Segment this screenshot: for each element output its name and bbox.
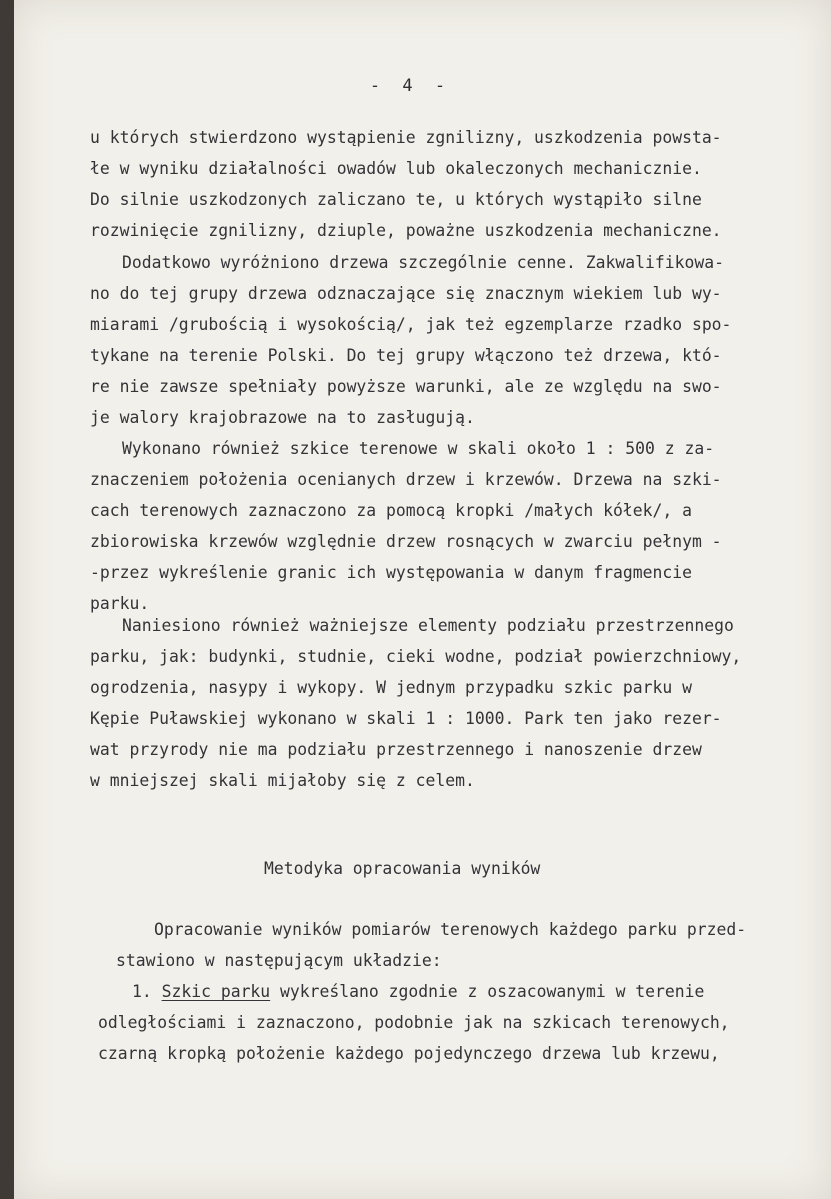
list-item-term: Szkic parku: [161, 982, 271, 1001]
text-line: Opracowanie wyników pomiarów terenowych każdego parku przed-: [154, 920, 747, 939]
text-line: u których stwierdzono wystąpienie zgnilizny, uszkodzenia powsta-: [90, 128, 722, 147]
text-line: parku.: [90, 594, 150, 613]
text-line: wat przyrody nie ma podziału przestrzennego i nanoszenie drzew: [90, 740, 702, 759]
text-line: Do silnie uszkodzonych zaliczano te, u których wystąpiło silne: [90, 190, 702, 209]
text-line: no do tej grupy drzewa odznaczające się znacznym wiekiem lub wy-: [90, 284, 722, 303]
text-line: rozwinięcie zgnilizny, dziuple, poważne uszkodzenia mechaniczne.: [90, 221, 722, 240]
text-line: stawiono w następującym układzie:: [116, 951, 442, 970]
text-line: znaczeniem położenia ocenianych drzew i krzewów. Drzewa na szki-: [90, 470, 722, 489]
text-line: Naniesiono również ważniejsze elementy podziału przestrzennego: [122, 616, 734, 635]
text-line: re nie zawsze spełniały powyższe warunki, ale ze względu na swo-: [90, 377, 722, 396]
text-line: Kępie Puławskiej wykonano w skali 1 : 1000. Park ten jako rezer-: [90, 709, 722, 728]
text-line: zbiorowiska krzewów względnie drzew rosnących w zwarciu pełnym -: [90, 532, 722, 551]
section-heading: Metodyka opracowania wyników: [264, 859, 541, 878]
list-item-text: wykreślano zgodnie z oszacowanymi w terenie: [270, 982, 705, 1001]
text-line: odległościami i zaznaczono, podobnie jak na szkicach terenowych,: [98, 1013, 730, 1032]
list-item-number: 1.: [132, 982, 152, 1001]
text-line: czarną kropką położenie każdego pojedynczego drzewa lub krzewu,: [98, 1044, 720, 1063]
text-line: łe w wyniku działalności owadów lub okaleczonych mechanicznie.: [90, 159, 702, 178]
text-line: tykane na terenie Polski. Do tej grupy włączono też drzewa, któ-: [90, 346, 722, 365]
text-line: parku, jak: budynki, studnie, cieki wodne, podział powierzchniowy,: [90, 647, 742, 666]
text-line: ogrodzenia, nasypy i wykopy. W jednym przypadku szkic parku w: [90, 678, 692, 697]
text-line: miarami /grubością i wysokością/, jak też egzemplarze rzadko spo-: [90, 315, 732, 334]
text-line: -przez wykreślenie granic ich występowania w danym fragmencie: [90, 563, 692, 582]
text-line: cach terenowych zaznaczono za pomocą kropki /małych kółek/, a: [90, 501, 692, 520]
text-line: Wykonano również szkice terenowe w skali około 1 : 500 z za-: [122, 439, 715, 458]
page-number: - 4 -: [369, 76, 452, 96]
text-line: Dodatkowo wyróżniono drzewa szczególnie cenne. Zakwalifikowa-: [122, 253, 724, 272]
list-item-1-first-line: [132, 982, 704, 1002]
text-line: w mniejszej skali mijałoby się z celem.: [90, 771, 475, 790]
document-page: [14, 0, 831, 1199]
text-line: je walory krajobrazowe na to zasługują.: [90, 408, 475, 427]
